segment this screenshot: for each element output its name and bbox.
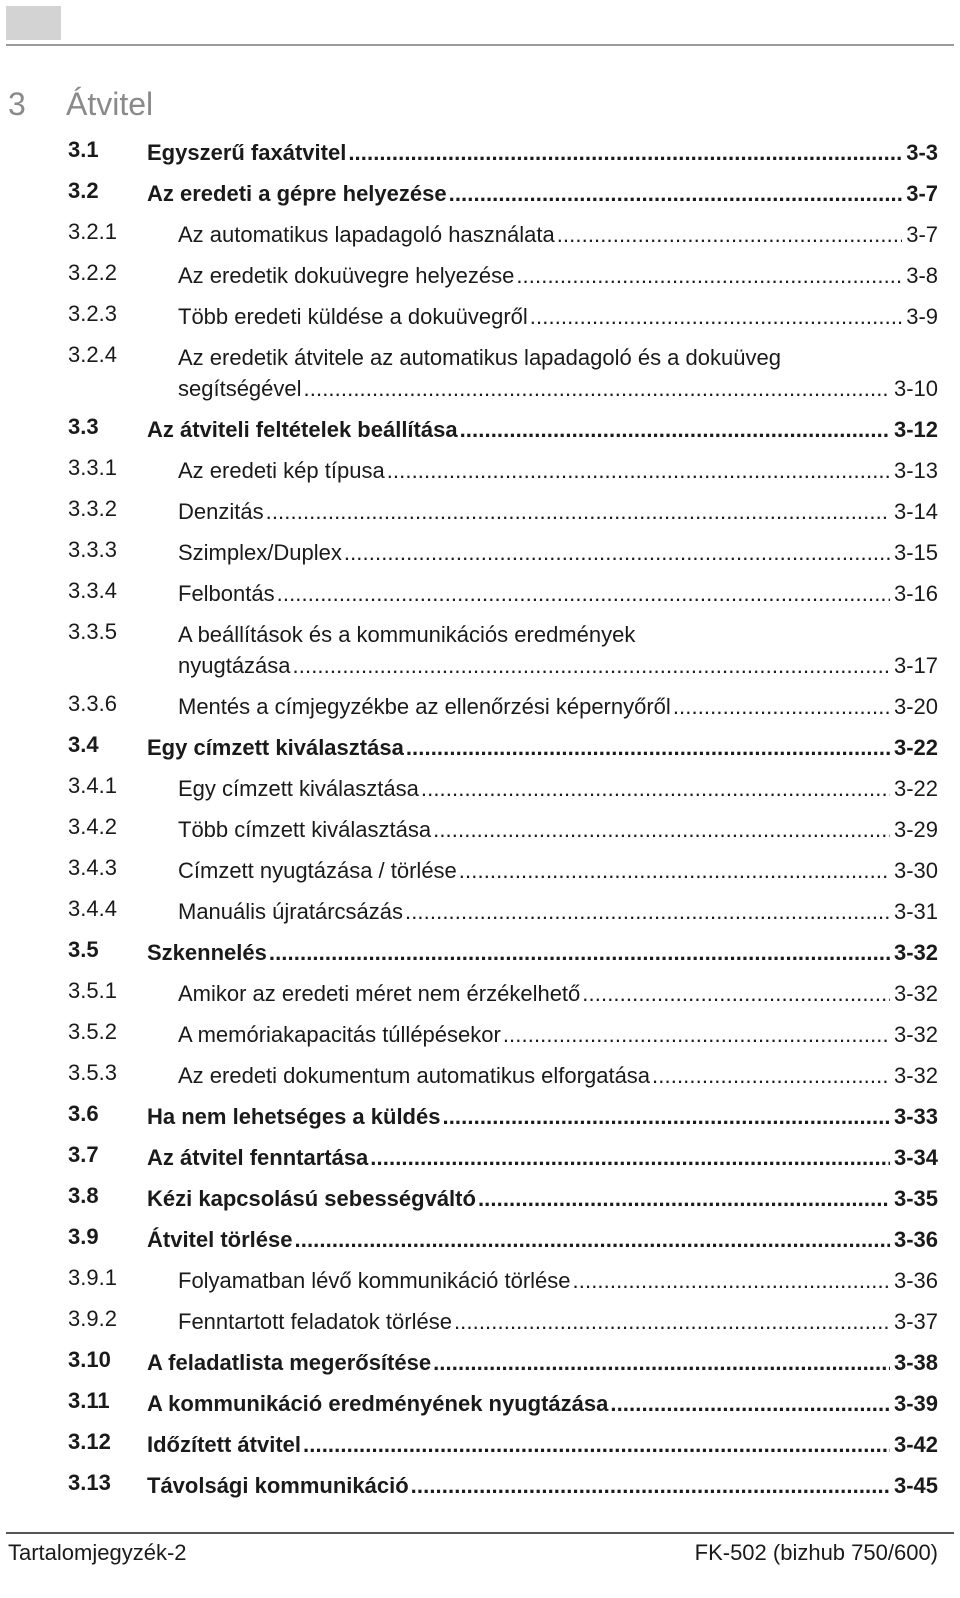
toc-entry-title: Több címzett kiválasztása [178,814,433,845]
toc-entry-page: 3-17 [893,653,938,678]
toc-entry-title: Az eredeti a gépre helyezése [147,178,449,209]
toc-entry-number: 3.9.1 [68,1265,117,1290]
footer-section-label: Tartalomjegyzék-2 [8,1540,187,1565]
toc-entry-page: 3-22 [893,776,938,801]
toc-entry-number: 3.8 [68,1183,99,1208]
toc-dot-leader [277,578,890,609]
toc-entry-page: 3-7 [906,181,938,206]
toc-entry-number: 3.10 [68,1347,111,1372]
toc-entry-title-line: A beállítások és a kommunikációs eredmények [178,622,636,647]
footer-product-label: FK-502 (bizhub 750/600) [694,1540,938,1565]
toc-entry-label [178,537,938,568]
toc-dot-leader [293,650,890,681]
toc-dot-leader [478,1183,890,1214]
toc-entry-title: Több eredeti küldése a dokuüvegről [178,301,530,332]
toc-dot-leader [269,937,890,968]
toc-entry-page: 3-32 [893,981,938,1006]
toc-entry-page: 3-39 [893,1391,938,1416]
toc-entry-page: 3-14 [893,499,938,524]
toc-entry-number: 3.6 [68,1101,99,1126]
toc-entry-number: 3.9.2 [68,1306,117,1331]
toc-entry-number: 3.2.4 [68,342,117,367]
toc-entry-page: 3-10 [893,376,938,401]
toc-entry-title: Szimplex/Duplex [178,537,344,568]
toc-entry-title: Felbontás [178,578,277,609]
toc-entry-number: 3.13 [68,1470,111,1495]
toc-entry-page: 3-38 [893,1350,938,1375]
toc-dot-leader [421,773,890,804]
toc-entry-number: 3.3 [68,414,99,439]
toc-entry-title: Az eredetik dokuüvegre helyezése [178,260,516,291]
toc-entry-title: Az eredeti kép típusa [178,455,387,486]
toc-dot-leader [266,496,890,527]
toc-entry-label [178,455,938,486]
toc-entry-page: 3-8 [906,263,938,288]
toc-entry-page: 3-16 [893,581,938,606]
toc-entry-page: 3-12 [893,417,938,442]
toc-entry-title: Az automatikus lapadagoló használata [178,219,557,250]
toc-entry-title: Ha nem lehetséges a küldés [147,1101,442,1132]
toc-entry-page: 3-15 [893,540,938,565]
toc-dot-leader [295,1224,890,1255]
toc-dot-leader [405,896,890,927]
toc-entry-title: Az átviteli feltételek beállítása [147,414,460,445]
toc-entry-label [178,219,938,250]
toc-entry-page: 3-20 [893,694,938,719]
toc-entry-title: nyugtázása [178,650,293,681]
toc-entry-label [147,1347,938,1378]
toc-entry-page: 3-32 [893,1063,938,1088]
toc-dot-leader [442,1101,889,1132]
header-corner-block [6,6,61,40]
toc-entry-label [178,978,938,1009]
chapter-heading [8,86,153,123]
toc-dot-leader [652,1060,890,1091]
toc-entry-number: 3.4.4 [68,896,117,921]
toc-entry-number: 3.2.2 [68,260,117,285]
toc-entry-title-line: Az eredetik átvitele az automatikus lapadagoló és a dokuüveg [178,345,781,370]
toc-dot-leader [610,1388,890,1419]
toc-entry-page: 3-22 [893,735,938,760]
toc-dot-leader [433,1347,890,1378]
toc-entry-page: 3-31 [893,899,938,924]
toc-entry-label [147,137,938,168]
toc-entry-title: A feladatlista megerősítése [147,1347,433,1378]
toc-dot-leader [303,1429,890,1460]
toc-entry-label [147,1101,938,1132]
toc-entry-label [178,855,938,886]
toc-entry-number: 3.1 [68,137,99,162]
toc-entry-page: 3-37 [893,1309,938,1334]
toc-entry-page: 3-35 [893,1186,938,1211]
toc-entry-label [178,342,938,404]
toc-entry-label [178,896,938,927]
toc-entry-title: Folyamatban lévő kommunikáció törlése [178,1265,573,1296]
toc-entry-label [178,619,938,681]
toc-dot-leader [557,219,903,250]
toc-entry-number: 3.4 [68,732,99,757]
toc-entry-label [178,496,938,527]
toc-entry-page: 3-32 [893,1022,938,1047]
toc-entry-title: segítségével [178,373,304,404]
toc-entry-number: 3.3.5 [68,619,117,644]
toc-entry-number: 3.3.6 [68,691,117,716]
toc-entry-number: 3.4.3 [68,855,117,880]
toc-entry-label [147,1470,938,1501]
toc-entry-number: 3.5.2 [68,1019,117,1044]
toc-entry-number: 3.12 [68,1429,111,1454]
toc-dot-leader [344,537,890,568]
toc-entry-label [178,814,938,845]
toc-dot-leader [454,1306,890,1337]
toc-entry-title: Egy címzett kiválasztása [147,732,406,763]
toc-entry-title: Az átvitel fenntartása [147,1142,370,1173]
toc-entry-label [178,578,938,609]
toc-entry-page: 3-33 [893,1104,938,1129]
toc-entry-number: 3.7 [68,1142,99,1167]
footer-rule [6,1532,954,1534]
toc-entry-page: 3-42 [893,1432,938,1457]
toc-entry-title: A memóriakapacitás túllépésekor [178,1019,503,1050]
toc-entry-number: 3.5.1 [68,978,117,1003]
toc-entry-title: Egy címzett kiválasztása [178,773,421,804]
toc-dot-leader [582,978,890,1009]
header-rule [6,44,954,46]
toc-entry-number: 3.3.4 [68,578,117,603]
toc-entry-label [147,1429,938,1460]
toc-dot-leader [516,260,902,291]
toc-entry-label [178,1306,938,1337]
toc-entry-label [147,178,938,209]
toc-entry-page: 3-36 [893,1227,938,1252]
toc-entry-title: Fenntartott feladatok törlése [178,1306,454,1337]
toc-entry-page: 3-45 [893,1473,938,1498]
toc-dot-leader [449,178,903,209]
toc-entry-number: 3.2 [68,178,99,203]
toc-entry-page: 3-29 [893,817,938,842]
toc-entry-number: 3.3.3 [68,537,117,562]
toc-entry-label [147,1388,938,1419]
toc-entry-number: 3.11 [68,1388,110,1413]
toc-entry-number: 3.2.3 [68,301,117,326]
toc-entry-title: Az eredeti dokumentum automatikus elforgatása [178,1060,652,1091]
toc-entry-number: 3.4.2 [68,814,117,839]
toc-dot-leader [530,301,902,332]
toc-dot-leader [460,414,890,445]
toc-dot-leader [573,1265,890,1296]
toc-dot-leader [503,1019,890,1050]
toc-entry-title: Távolsági kommunikáció [147,1470,411,1501]
toc-entry-label [147,732,938,763]
toc-entry-title: A kommunikáció eredményének nyugtázása [147,1388,610,1419]
toc-entry-page: 3-30 [893,858,938,883]
toc-dot-leader [348,137,902,168]
toc-entry-label [178,1019,938,1050]
toc-entry-title: Kézi kapcsolású sebességváltó [147,1183,478,1214]
toc-dot-leader [304,373,890,404]
chapter-title: Átvitel [66,86,154,122]
toc-dot-leader [673,691,890,722]
toc-entry-label [147,414,938,445]
toc-entry-page: 3-13 [893,458,938,483]
toc-entry-number: 3.9 [68,1224,99,1249]
toc-dot-leader [411,1470,890,1501]
toc-dot-leader [370,1142,890,1173]
toc-entry-number: 3.2.1 [68,219,117,244]
chapter-number: 3 [8,86,26,122]
toc-entry-page: 3-3 [906,140,938,165]
toc-entry-number: 3.5 [68,937,99,962]
toc-entry-number: 3.5.3 [68,1060,117,1085]
toc-entry-title: Átvitel törlése [147,1224,295,1255]
toc-dot-leader [433,814,890,845]
toc-entry-title: Címzett nyugtázása / törlése [178,855,459,886]
toc-entry-number: 3.3.1 [68,455,117,480]
toc-entry-number: 3.3.2 [68,496,117,521]
toc-entry-page: 3-7 [906,222,938,247]
toc-dot-leader [406,732,890,763]
toc-entry-label [178,691,938,722]
toc-dot-leader [387,455,890,486]
toc-entry-title: Denzitás [178,496,266,527]
toc-entry-page: 3-36 [893,1268,938,1293]
toc-entry-title: Időzített átvitel [147,1429,303,1460]
toc-entry-title: Amikor az eredeti méret nem érzékelhető [178,978,582,1009]
toc-entry-page: 3-32 [893,940,938,965]
toc-entry-label [178,260,938,291]
toc-entry-label [178,1060,938,1091]
toc-entry-label [178,1265,938,1296]
toc-entry-title: Manuális újratárcsázás [178,896,405,927]
toc-entry-number: 3.4.1 [68,773,117,798]
toc-entry-label [147,1142,938,1173]
toc-entry-label [178,301,938,332]
toc-entry-label [178,773,938,804]
toc-dot-leader [459,855,890,886]
toc-entry-page: 3-34 [893,1145,938,1170]
toc-entry-title: Egyszerű faxátvitel [147,137,348,168]
toc-entry-title: Szkennelés [147,937,269,968]
toc-entry-title: Mentés a címjegyzékbe az ellenőrzési képernyőről [178,691,673,722]
toc-entry-label [147,937,938,968]
toc-entry-page: 3-9 [906,304,938,329]
toc-entry-label [147,1183,938,1214]
toc-entry-label [147,1224,938,1255]
